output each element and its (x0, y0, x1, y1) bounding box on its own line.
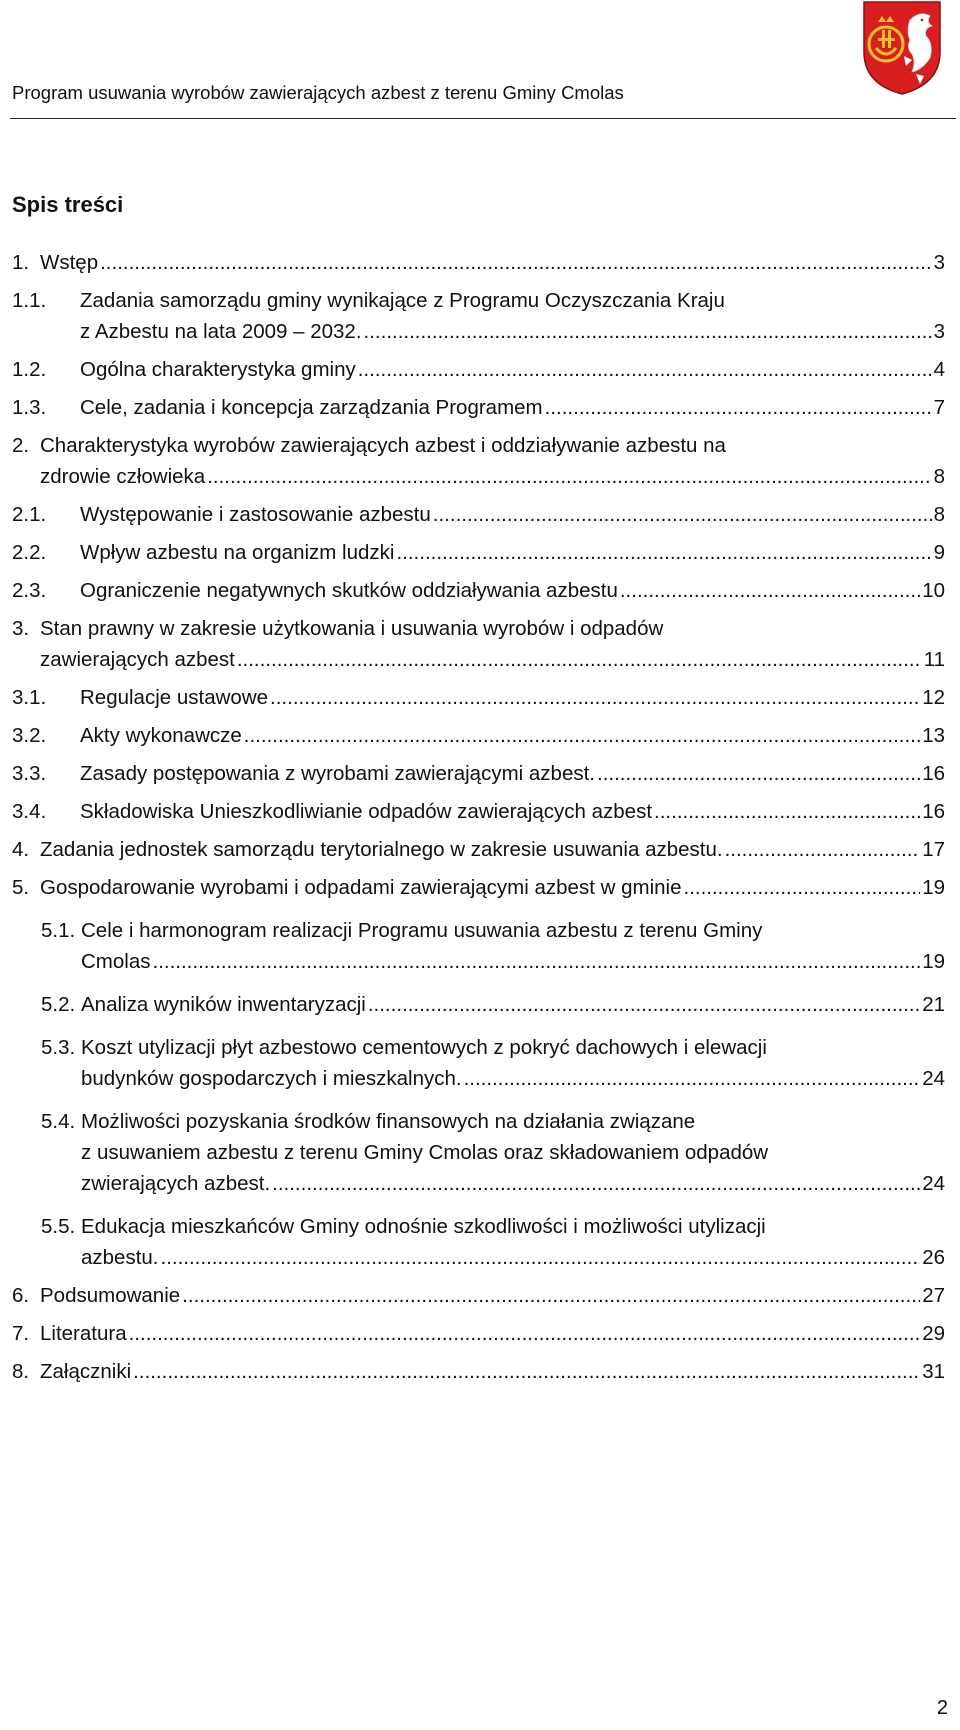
toc-leader-dots (433, 499, 932, 530)
toc-entry[interactable] (12, 430, 945, 492)
toc-entry-page: 27 (922, 1284, 945, 1307)
toc-leader-dots (364, 316, 932, 347)
toc-entry-text: Stan prawny w zakresie użytkowania i usuwania wyrobów i odpadów (40, 617, 664, 640)
header-title: Program usuwania wyrobów zawierających azbest z terenu Gminy Cmolas (12, 82, 624, 103)
toc-entry-number: 5.4. (41, 1110, 76, 1133)
toc-entry-text: Cele i harmonogram realizacji Programu usuwania azbestu z terenu Gminy (81, 919, 763, 942)
toc-entry[interactable] (12, 499, 945, 530)
toc-entry[interactable] (12, 796, 945, 827)
toc-entry-page: 29 (922, 1322, 945, 1345)
toc-entry-text: Składowiska Unieszkodliwianie odpadów zawierających azbest (80, 800, 653, 823)
toc-entry-text: Gospodarowanie wyrobami i odpadami zawierającymi azbest w gminie (40, 876, 682, 899)
toc-entry-text: Zadania jednostek samorządu terytorialnego w zakresie usuwania azbestu. (40, 838, 723, 861)
toc-entry[interactable] (12, 720, 945, 751)
toc-entry-page: 3 (933, 251, 945, 274)
toc-entry-page: 13 (922, 724, 945, 747)
toc-entry-number: 1. (12, 251, 30, 274)
toc-entry[interactable] (12, 872, 945, 903)
toc-entry-page: 21 (922, 993, 945, 1016)
toc-entry-number: 2. (12, 434, 30, 457)
toc-entry[interactable] (12, 354, 945, 385)
toc-entry-number: 4. (12, 838, 30, 861)
toc-leader-dots (182, 1280, 920, 1311)
toc-entry-text: Zasady postępowania z wyrobami zawierającymi azbest. (80, 762, 596, 785)
toc-entry-page: 31 (922, 1360, 945, 1383)
toc-entry-number: 3. (12, 617, 30, 640)
table-of-contents (12, 247, 945, 1394)
toc-entry[interactable] (12, 915, 945, 977)
toc-entry-page: 8 (933, 465, 945, 488)
toc-entry-page: 11 (923, 648, 945, 671)
toc-leader-dots (129, 1318, 921, 1349)
toc-leader-dots (270, 682, 920, 713)
toc-entry-number: 2.2. (12, 541, 47, 564)
toc-entry-number: 1.1. (12, 289, 47, 312)
toc-leader-dots (153, 946, 921, 977)
toc-leader-dots (237, 644, 922, 675)
toc-leader-dots (725, 834, 921, 865)
toc-entry[interactable] (12, 247, 945, 278)
toc-leader-dots (207, 461, 931, 492)
toc-entry-page: 16 (922, 762, 945, 785)
toc-entry-number: 5.3. (41, 1036, 76, 1059)
toc-entry[interactable] (12, 613, 945, 675)
toc-entry-page: 8 (933, 503, 945, 526)
toc-entry[interactable] (12, 1356, 945, 1387)
toc-entry-number: 1.3. (12, 396, 47, 419)
toc-title: Spis treści (12, 192, 124, 217)
toc-entry-text: Wstęp (40, 251, 99, 274)
toc-entry[interactable] (12, 392, 945, 423)
header-divider (10, 118, 956, 119)
toc-entry-text: Regulacje ustawowe (80, 686, 269, 709)
toc-entry-text: z usuwaniem azbestu z terenu Gminy Cmolas oraz składowaniem odpadów (81, 1141, 769, 1164)
toc-entry-text: Cele, zadania i koncepcja zarządzania Programem (80, 396, 543, 419)
toc-leader-dots (244, 720, 920, 751)
toc-leader-dots (684, 872, 921, 903)
toc-entry[interactable] (12, 537, 945, 568)
toc-entry-text: Literatura (40, 1322, 127, 1345)
toc-entry[interactable] (12, 682, 945, 713)
toc-entry-page: 19 (922, 876, 945, 899)
coat-of-arms-icon (860, 0, 944, 96)
toc-leader-dots (464, 1063, 921, 1094)
toc-entry-text: Wpływ azbestu na organizm ludzki (80, 541, 395, 564)
toc-entry-number: 6. (12, 1284, 30, 1307)
toc-entry-text: Koszt utylizacji płyt azbestowo cementowych z pokryć dachowych i elewacji (81, 1036, 767, 1059)
toc-entry[interactable] (12, 1211, 945, 1273)
toc-entry-text: azbestu. (81, 1246, 159, 1269)
toc-entry-number: 3.2. (12, 724, 47, 747)
toc-entry-number: 7. (12, 1322, 30, 1345)
toc-entry[interactable] (12, 1280, 945, 1311)
toc-entry-text: Załączniki (40, 1360, 132, 1383)
toc-entry[interactable] (12, 834, 945, 865)
page-header (0, 0, 960, 120)
toc-entry-page: 3 (933, 320, 945, 343)
toc-entry-text: Cmolas (81, 950, 151, 973)
toc-entry-page: 19 (922, 950, 945, 973)
toc-entry-text: Charakterystyka wyrobów zawierających azbest i oddziaływanie azbestu na (40, 434, 726, 457)
toc-entry-page: 7 (933, 396, 945, 419)
toc-entry-number: 3.1. (12, 686, 47, 709)
toc-entry-text: Ograniczenie negatywnych skutków oddziaływania azbestu (80, 579, 618, 602)
toc-leader-dots (620, 575, 920, 606)
toc-entry-number: 5.1. (41, 919, 76, 942)
toc-entry-page: 24 (922, 1172, 945, 1195)
toc-entry[interactable] (12, 575, 945, 606)
toc-entry-text: budynków gospodarczych i mieszkalnych. (81, 1067, 462, 1090)
toc-leader-dots (133, 1356, 920, 1387)
toc-entry[interactable] (12, 1106, 945, 1199)
toc-entry-text: zdrowie człowieka (40, 465, 206, 488)
toc-entry-text: Edukacja mieszkańców Gminy odnośnie szkodliwości i możliwości utylizacji (81, 1215, 766, 1238)
toc-entry-page: 26 (922, 1246, 945, 1269)
toc-entry[interactable] (12, 1318, 945, 1349)
toc-entry-text: Analiza wyników inwentaryzacji (81, 993, 366, 1016)
toc-entry-number: 2.1. (12, 503, 47, 526)
toc-entry-page: 24 (922, 1067, 945, 1090)
toc-entry-page: 17 (922, 838, 945, 861)
toc-leader-dots (545, 392, 932, 423)
toc-leader-dots (396, 537, 931, 568)
toc-leader-dots (358, 354, 932, 385)
toc-entry[interactable] (12, 758, 945, 789)
toc-entry-number: 3.3. (12, 762, 47, 785)
toc-entry[interactable] (12, 285, 945, 347)
toc-entry-number: 5.2. (41, 993, 76, 1016)
toc-entry-number: 5. (12, 876, 30, 899)
toc-leader-dots (161, 1242, 921, 1273)
toc-entry-text: Akty wykonawcze (80, 724, 242, 747)
toc-entry-text: Możliwości pozyskania środków finansowych na działania związane (81, 1110, 696, 1133)
page-number: 2 (936, 1697, 948, 1719)
toc-entry-number: 3.4. (12, 800, 47, 823)
toc-entry-number: 1.2. (12, 358, 47, 381)
toc-entry[interactable] (12, 1032, 945, 1094)
toc-entry-page: 4 (933, 358, 945, 381)
toc-entry-text: zwierających azbest. (81, 1172, 271, 1195)
toc-leader-dots (654, 796, 920, 827)
toc-leader-dots (368, 989, 920, 1020)
toc-entry-number: 2.3. (12, 579, 47, 602)
toc-entry-text: Podsumowanie (40, 1284, 181, 1307)
toc-entry-page: 16 (922, 800, 945, 823)
toc-entry-text: Ogólna charakterystyka gminy (80, 358, 356, 381)
toc-entry-text: z Azbestu na lata 2009 – 2032. (80, 320, 362, 343)
toc-entry[interactable] (12, 989, 945, 1020)
toc-entry-page: 12 (922, 686, 945, 709)
toc-entry-number: 5.5. (41, 1215, 76, 1238)
toc-leader-dots (597, 758, 920, 789)
toc-entry-number: 8. (12, 1360, 30, 1383)
toc-entry-text: Zadania samorządu gminy wynikające z Programu Oczyszczania Kraju (80, 289, 725, 312)
toc-entry-page: 9 (933, 541, 945, 564)
toc-entry-text: Występowanie i zastosowanie azbestu (80, 503, 431, 526)
toc-entry-page: 10 (922, 579, 945, 602)
toc-leader-dots (272, 1168, 920, 1199)
toc-leader-dots (100, 247, 931, 278)
toc-entry-text: zawierających azbest (40, 648, 235, 671)
